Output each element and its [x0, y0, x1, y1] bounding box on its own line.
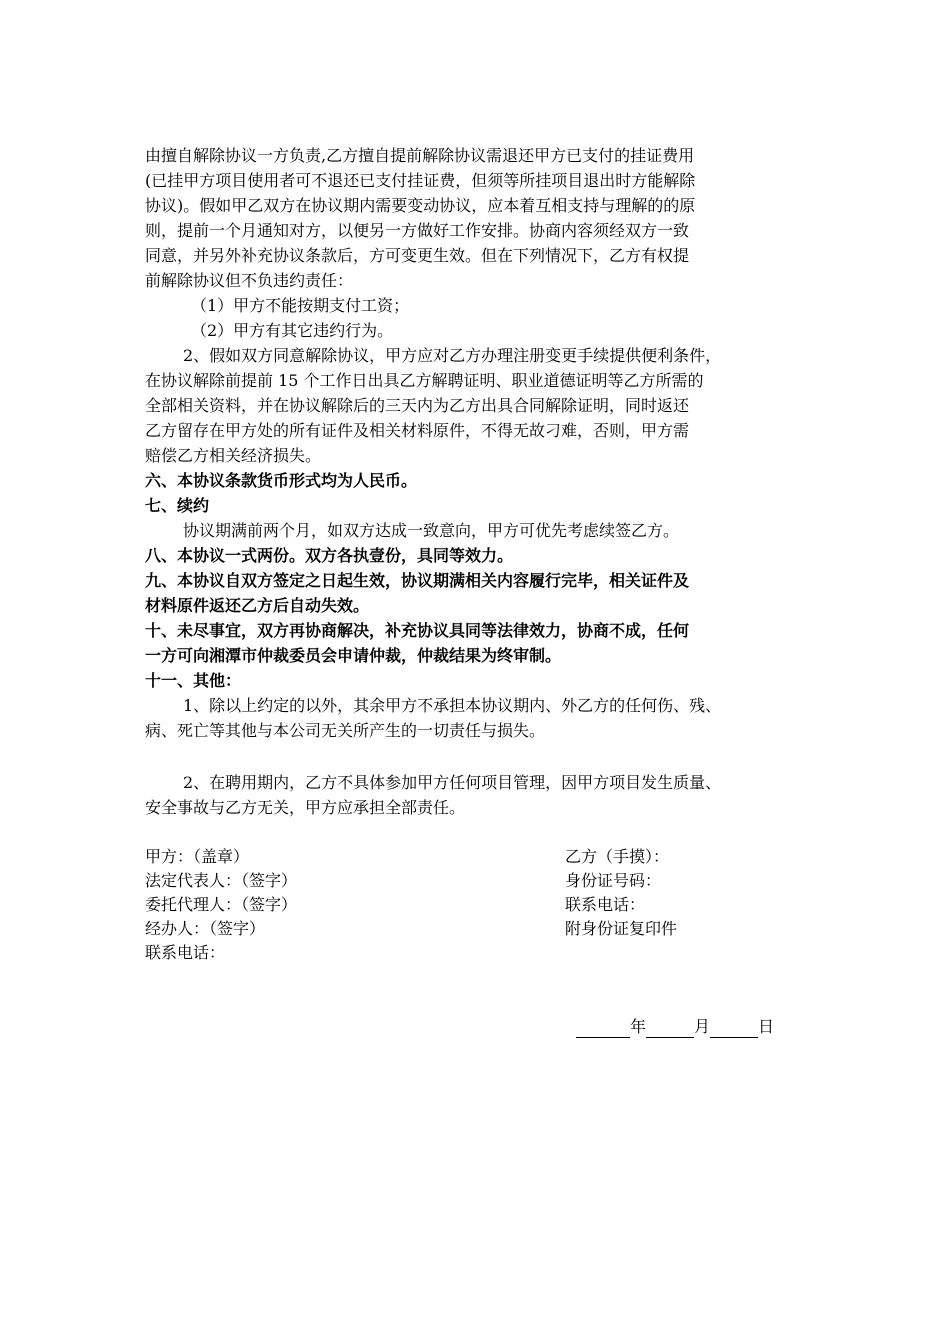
year-blank[interactable]: [576, 1019, 630, 1038]
section-10-line1: 十、未尽事宜，双方再协商解决，补充协议具同等法律效力，协商不成，任何: [145, 621, 690, 640]
section-11-p1-line1: 1、除以上约定的以外，其余甲方不承担本协议期内、外乙方的任何伤、残、: [183, 696, 722, 715]
para1-line1: 由擅自解除协议一方负责,乙方擅自提前解除协议需退还甲方已支付的挂证费用: [145, 146, 695, 165]
para2-line5: 赔偿乙方相关经济损失。: [145, 446, 322, 465]
party-b-id-number: 身份证号码：: [565, 871, 662, 890]
para1-line4: 则，提前一个月通知对方，以便另一方做好工作安排。协商内容须经双方一致: [145, 221, 690, 240]
party-a-legal-rep: 法定代表人：（签字）: [145, 871, 298, 890]
party-b-phone: 联系电话：: [565, 895, 646, 914]
party-a-agent: 委托代理人：（签字）: [145, 895, 298, 914]
year-label: 年: [630, 1017, 647, 1036]
section-7-text: 协议期满前两个月，如双方达成一致意向，甲方可优先考虑续签乙方。: [183, 521, 680, 540]
day-blank[interactable]: [710, 1019, 758, 1038]
para2-line3: 全部相关资料，并在协议解除后的三天内为乙方出具合同解除证明，同时返还: [145, 396, 690, 415]
section-9-line2: 材料原件返还乙方后自动失效。: [145, 596, 370, 615]
list-item-2: （2）甲方有其它违约行为。: [191, 321, 394, 340]
para1-line2: (已挂甲方项目使用者可不退还已支付挂证费，但须等所挂项目退出时方能解除: [145, 171, 696, 190]
month-label: 月: [694, 1017, 711, 1036]
party-b-attachment: 附身份证复印件: [565, 919, 678, 938]
section-6-heading: 六、本协议条款货币形式均为人民币。: [145, 471, 418, 490]
date-line: [576, 1016, 774, 1038]
section-11-p1-line2: 病、死亡等其他与本公司无关所产生的一切责任与损失。: [145, 721, 546, 740]
list-item-1: （1）甲方不能按期支付工资；: [191, 296, 410, 315]
section-11-heading: 十一、其他：: [145, 671, 242, 690]
section-11-p2-line1: 2、在聘用期内，乙方不具体参加甲方任何项目管理，因甲方项目发生质量、: [183, 773, 722, 792]
day-label: 日: [758, 1017, 775, 1036]
month-blank[interactable]: [646, 1019, 694, 1038]
party-a-phone: 联系电话：: [145, 943, 226, 962]
para1-line3: 协议)。假如甲乙双方在协议期内需要变动协议，应本着互相支持与理解的的原: [145, 196, 696, 215]
section-9-line1: 九、本协议自双方签定之日起生效，协议期满相关内容履行完毕，相关证件及: [145, 571, 690, 590]
party-a-seal: 甲方：（盖章）: [145, 847, 250, 866]
section-7-heading: 七、续约: [145, 496, 210, 515]
section-10-line2: 一方可向湘潭市仲裁委员会申请仲裁，仲裁结果为终审制。: [145, 646, 562, 665]
para2-line4: 乙方留存在甲方处的所有证件及相关材料原件，不得无故刁难，否则，甲方需: [145, 421, 690, 440]
section-11-p2-line2: 安全事故与乙方无关，甲方应承担全部责任。: [145, 798, 466, 817]
section-8-heading: 八、本协议一式两份。双方各执壹份，具同等效力。: [145, 546, 514, 565]
para2-line1: 2、假如双方同意解除协议，甲方应对乙方办理注册变更手续提供便利条件，: [183, 346, 722, 365]
para1-line6: 前解除协议但不负违约责任：: [145, 271, 354, 290]
para1-line5: 同意，并另外补充协议条款后，方可变更生效。但在下列情况下，乙方有权提: [145, 246, 690, 265]
party-a-handler: 经办人：（签字）: [145, 919, 266, 938]
party-b-name: 乙方（手摸）：: [565, 847, 670, 866]
para2-line2: 在协议解除前提前 15 个工作日出具乙方解聘证明、职业道德证明等乙方所需的: [145, 371, 704, 390]
